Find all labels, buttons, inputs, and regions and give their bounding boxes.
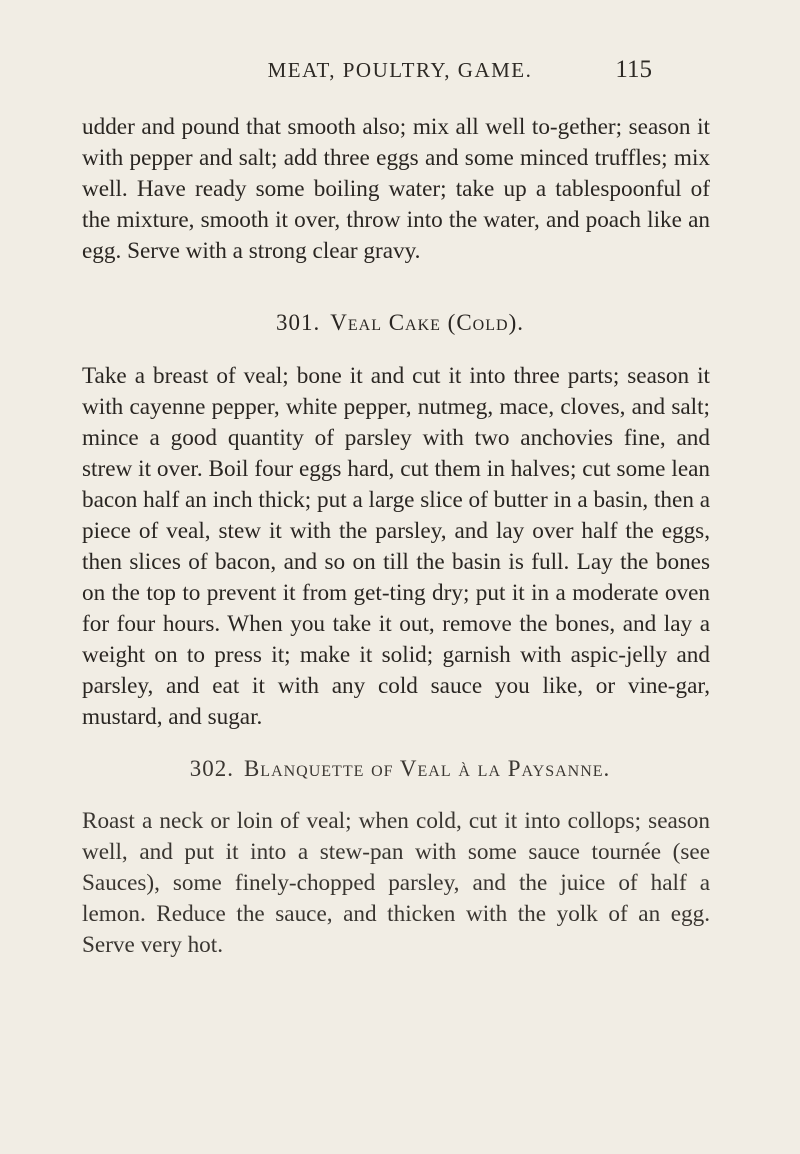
recipe-301-heading bbox=[0, 310, 800, 336]
recipe-302-title: Blanquette of Veal à la Paysanne. bbox=[243, 756, 611, 781]
recipe-301-title: Veal Cake (Cold). bbox=[330, 310, 524, 335]
recipe-301-text: Take a breast of veal; bone it and cut it into three parts; season it with cayenne pepper, white pepper, nutmeg, mace, cloves, and salt; mince a good quantity of parsley with two anchovies fine, and strew it over. Boil four eggs hard, cut them in halves; cut some lean bacon half an inch thick; put a large slice of butter in a basin, then a piece of veal, stew it with the parsley, and lay over half the eggs, then slices of bacon, and so on till the basin is full. Lay the bones on the top to prevent it from get-ting dry; put it in a moderate oven for four hours. When you take it out, remove the bones, and lay a weight on to press it; make it solid; garnish with aspic-jelly and parsley, and eat it with any cold sauce you like, or vine-gar, mustard, and sugar. bbox=[82, 363, 710, 730]
intro-paragraph: udder and pound that smooth also; mix all well to-gether; season it with pepper and salt; add three eggs and some minced truffles; mix well. Have ready some boiling water; take up a tablespoonful of the mixture, smooth it over, throw into the water, and poach like an egg. Serve with a strong clear gravy. bbox=[82, 114, 710, 264]
page-header bbox=[0, 58, 800, 88]
recipe-301-number: 301. bbox=[276, 310, 321, 335]
running-head: MEAT, POULTRY, GAME. bbox=[267, 58, 533, 82]
recipe-302-heading bbox=[0, 756, 800, 782]
page-number: 115 bbox=[615, 56, 652, 83]
recipe-302-text: Roast a neck or loin of veal; when cold, cut it into collops; season well, and put it into a stew-pan with some sauce tournée (see Sauces), some finely-chopped parsley, and the juice of half a lemon. Reduce the sauce, and thicken with the yolk of an egg. Serve very hot. bbox=[82, 808, 710, 958]
recipe-302-number: 302. bbox=[189, 756, 234, 781]
